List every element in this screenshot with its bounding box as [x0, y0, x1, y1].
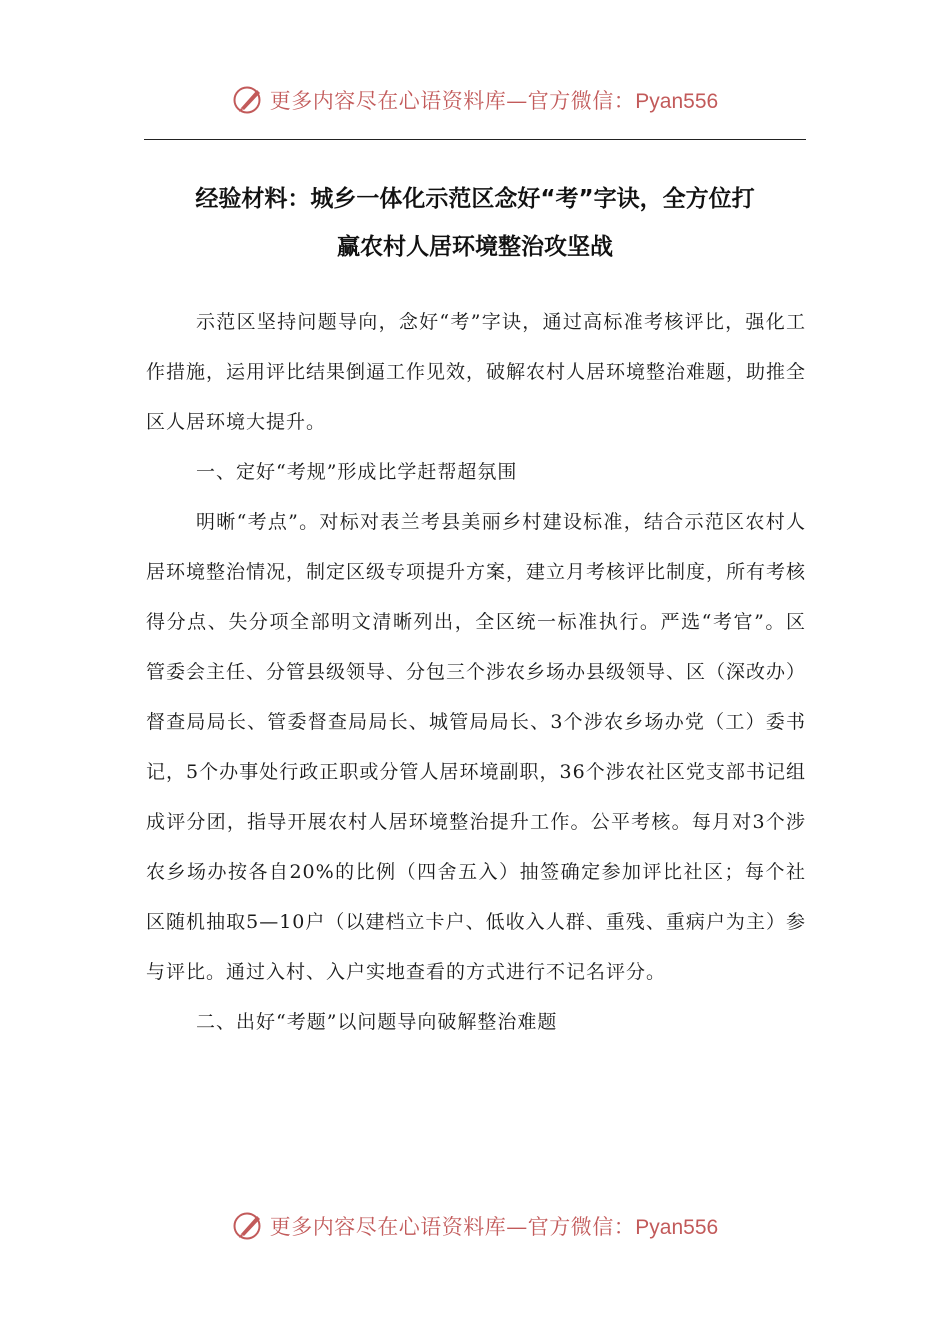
watermark-text: 更多内容尽在心语资料库—官方微信：Pyan556	[269, 89, 719, 113]
section-heading-1: 一、定好“考规”形成比学赶帮超氛围	[196, 461, 518, 483]
title-line-1: 经验材料：城乡一体化示范区念好“考”字诀，全方位打	[195, 186, 755, 212]
header-divider	[144, 139, 806, 140]
header-watermark	[0, 84, 950, 116]
footer-watermark	[0, 1210, 950, 1242]
section-1-paragraph: 明晰“考点”。对标对表兰考县美丽乡村建设标准，结合示范区农村人居环境整治情况，制定区级专项提升方案，建立月考核评比制度，所有考核得分点、失分项全部明文清晰列出，全区统一标准执行。严选“考官”。区管委会主任、分管县级领导、分包三个涉农乡场办县级领导、区（深改办）督查局局长、管委督查局局长、城管局局长、3个涉农乡场办党（工）委书记，5个办事处行政正职或分管人居环境副职，36个涉农社区党支部书记组成评分团，指导开展农村人居环境整治提升工作。公平考核。每月对3个涉农乡场办按各自20%的比例（四舍五入）抽签确定参加评比社区；每个社区随机抽取5—10户（以建档立卡户、低收入人群、重残、重病户为主）参与评比。通过入村、入户实地查看的方式进行不记名评分。	[146, 511, 807, 983]
pen-logo-icon	[232, 1210, 264, 1242]
pen-logo-icon	[232, 84, 264, 116]
intro-paragraph: 示范区坚持问题导向，念好“考”字诀，通过高标准考核评比，强化工作措施，运用评比结果倒逼工作见效，破解农村人居环境整治难题，助推全区人居环境大提升。	[146, 311, 807, 433]
title-line-2: 赢农村人居环境整治攻坚战	[337, 234, 613, 260]
section-heading-2: 二、出好“考题”以问题导向破解整治难题	[196, 1011, 558, 1033]
document-body	[146, 297, 806, 1047]
page-title	[144, 175, 806, 271]
watermark-text: 更多内容尽在心语资料库—官方微信：Pyan556	[269, 1215, 719, 1239]
